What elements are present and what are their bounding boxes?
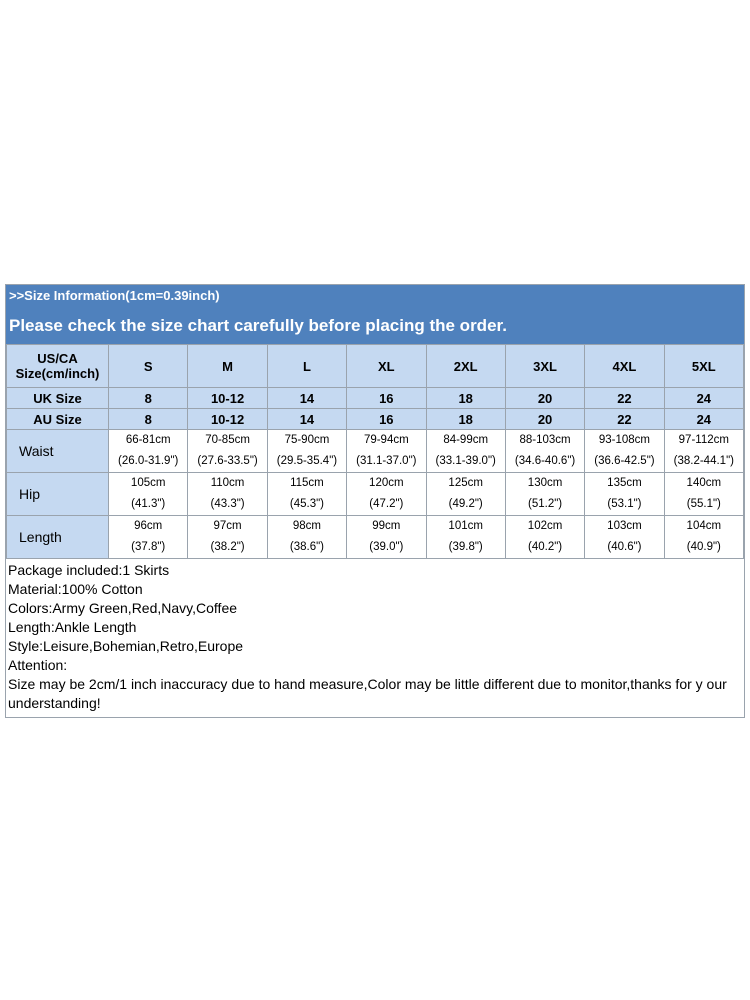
measure-cm: 88-103cm (519, 434, 571, 446)
measure-cm: 79-94cm (363, 434, 409, 446)
us-size-cell: S (109, 345, 188, 388)
uk-size-row (7, 388, 744, 409)
measure-cm: 98cm (292, 520, 321, 532)
uk-size-cell: 22 (585, 388, 664, 409)
us-size-label: US/CA Size(cm/inch) (7, 345, 109, 388)
measure-cell (267, 430, 346, 473)
note-line: Package included:1 Skirts (8, 562, 170, 578)
measure-row-hip (7, 473, 744, 516)
measure-row-waist (7, 430, 744, 473)
measure-cell (426, 430, 505, 473)
au-size-cell: 24 (664, 409, 743, 430)
measure-cm: 66-81cm (125, 434, 171, 446)
us-size-row (7, 345, 744, 388)
uk-size-cell: 16 (347, 388, 426, 409)
measure-cm: 110cm (210, 477, 245, 489)
uk-size-label: UK Size (7, 388, 109, 409)
measure-cm: 101cm (448, 520, 483, 532)
measure-cm: 93-108cm (598, 434, 650, 446)
measure-cm: 70-85cm (205, 434, 250, 446)
measure-inch: (55.1") (686, 498, 721, 510)
measure-inch: (45.3") (289, 498, 324, 510)
au-size-cell: 8 (109, 409, 188, 430)
uk-size-cell: 24 (664, 388, 743, 409)
measure-cell (585, 473, 664, 516)
measure-inch: (53.1") (607, 498, 642, 510)
measure-inch: (47.2") (369, 498, 404, 510)
size-table (6, 344, 744, 559)
us-size-cell: 3XL (505, 345, 584, 388)
us-size-cell: 4XL (585, 345, 664, 388)
us-size-cell: 5XL (664, 345, 743, 388)
us-size-cell: L (267, 345, 346, 388)
measure-cell (267, 473, 346, 516)
measure-row-length (7, 516, 744, 559)
measure-inch: (31.1-37.0") (356, 455, 417, 467)
measure-cm: 125cm (448, 477, 483, 489)
measure-cell (585, 516, 664, 559)
measure-cm: 104cm (686, 520, 722, 532)
product-notes (6, 559, 744, 717)
note-line: Size may be 2cm/1 inch inaccuracy due to hand measure,Color may be little different due to monitor,thanks for y our understanding! (8, 676, 727, 711)
measure-inch: (38.6") (289, 541, 324, 553)
measure-cm: 130cm (527, 477, 563, 489)
measure-inch: (40.2") (528, 541, 563, 553)
measure-cm: 97-112cm (678, 434, 729, 446)
note-line: Material:100% Cotton (8, 581, 143, 597)
measure-inch: (37.8") (131, 541, 166, 553)
measure-cm: 140cm (686, 477, 722, 489)
uk-size-cell: 8 (109, 388, 188, 409)
measure-cell (505, 430, 584, 473)
measure-inch: (29.5-35.4") (276, 455, 338, 467)
measure-inch: (39.0") (369, 541, 404, 553)
measure-cm: 105cm (130, 477, 166, 489)
size-notice-banner: Please check the size chart carefully before placing the order. (6, 307, 744, 344)
measure-inch: (34.6-40.6") (514, 455, 576, 467)
measure-label: Waist (7, 430, 109, 473)
measure-cell (109, 473, 188, 516)
measure-inch: (39.8") (448, 541, 483, 553)
measure-cm: 99cm (372, 520, 401, 532)
measure-cell (505, 473, 584, 516)
measure-inch: (26.0-31.9") (118, 455, 179, 467)
au-size-cell: 16 (347, 409, 426, 430)
measure-cell (347, 430, 426, 473)
measure-cell (188, 430, 267, 473)
measure-inch: (33.1-39.0") (435, 455, 496, 467)
measure-inch: (36.6-42.5") (594, 455, 655, 467)
measure-cm: 97cm (213, 520, 242, 532)
us-size-cell: 2XL (426, 345, 505, 388)
au-size-cell: 20 (505, 409, 584, 430)
measure-cm: 103cm (607, 520, 642, 532)
measure-cell (426, 516, 505, 559)
uk-size-cell: 18 (426, 388, 505, 409)
au-size-cell: 22 (585, 409, 664, 430)
size-info-banner: >>Size Information(1cm=0.39inch) (6, 285, 744, 307)
measure-cell (664, 430, 743, 473)
measure-cell (585, 430, 664, 473)
measure-cell (109, 516, 188, 559)
note-line: Attention: (8, 657, 68, 673)
au-size-cell: 18 (426, 409, 505, 430)
us-size-cell: XL (347, 345, 426, 388)
measure-cm: 84-99cm (443, 434, 489, 446)
au-size-cell: 10-12 (188, 409, 267, 430)
size-chart (5, 284, 745, 718)
au-size-row (7, 409, 744, 430)
measure-inch: (40.9") (686, 541, 721, 553)
measure-cell (109, 430, 188, 473)
measure-inch: (43.3") (210, 498, 245, 510)
measure-inch: (40.6") (607, 541, 642, 553)
au-size-label: AU Size (7, 409, 109, 430)
uk-size-cell: 14 (267, 388, 346, 409)
measure-inch: (27.6-33.5") (197, 455, 258, 467)
measure-inch: (51.2") (528, 498, 563, 510)
measure-cell (188, 473, 267, 516)
measure-cell (426, 473, 505, 516)
measure-cell (347, 516, 426, 559)
measure-cm: 102cm (527, 520, 563, 532)
measure-cm: 115cm (290, 477, 324, 489)
uk-size-cell: 10-12 (188, 388, 267, 409)
us-size-cell: M (188, 345, 267, 388)
measure-cm: 120cm (369, 477, 404, 489)
measure-label: Length (7, 516, 109, 559)
measure-cell (267, 516, 346, 559)
uk-size-cell: 20 (505, 388, 584, 409)
note-line: Style:Leisure,Bohemian,Retro,Europe (8, 638, 244, 654)
measure-label: Hip (7, 473, 109, 516)
measure-cm: 135cm (607, 477, 642, 489)
measure-cell (347, 473, 426, 516)
measure-inch: (38.2-44.1") (673, 455, 734, 467)
measure-cell (664, 473, 743, 516)
note-line: Length:Ankle Length (8, 619, 137, 635)
measure-cell (505, 516, 584, 559)
au-size-cell: 14 (267, 409, 346, 430)
note-line: Colors:Army Green,Red,Navy,Coffee (8, 600, 238, 616)
measure-cell (188, 516, 267, 559)
measure-inch: (41.3") (131, 498, 166, 510)
measure-inch: (49.2") (448, 498, 483, 510)
measure-cm: 75-90cm (284, 434, 330, 446)
measure-inch: (38.2") (210, 541, 245, 553)
measure-cell (664, 516, 743, 559)
measure-cm: 96cm (134, 520, 163, 532)
